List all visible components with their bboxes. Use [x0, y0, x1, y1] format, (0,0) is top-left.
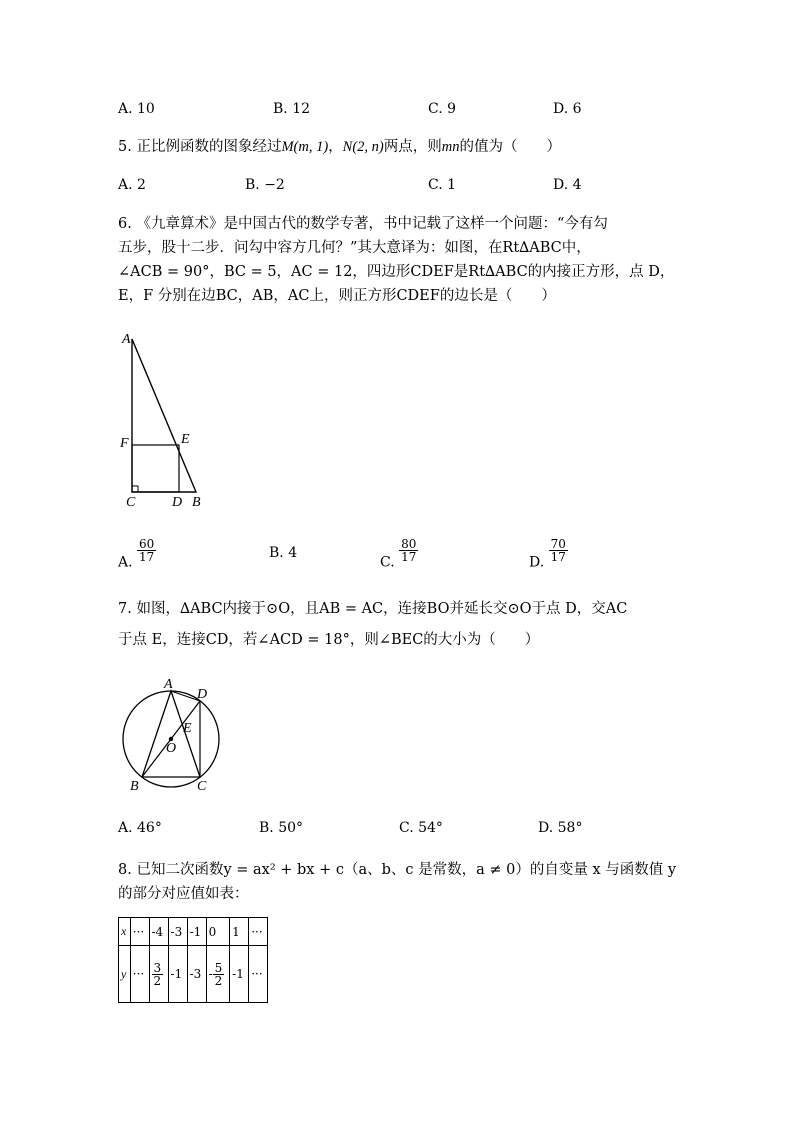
table-cell: -3 — [168, 918, 187, 946]
q6-line1: 6. 《九章算术》是中国古代的数学专著，书中记载了这样一个问题：“今有勾 — [118, 216, 608, 232]
table-cell: ··· — [249, 918, 268, 946]
q6-line4: E，F 分别在边BC，AB，AC上，则正方形CDEF的边长是（ ） — [118, 288, 556, 304]
q7-option-c: C. 54° — [399, 820, 443, 836]
q8-line1: 8. 已知二次函数y = ax² + bx + c（a、b、c 是常数，a ≠ 0）的自变量 x 与函数值 y — [118, 862, 677, 878]
label-d: D — [197, 687, 208, 702]
q5-sep: ， — [328, 139, 343, 155]
q7-line2: 于点 E，连接CD，若∠ACD = 18°，则∠BEC的大小为（ ） — [118, 632, 540, 648]
label-b: B — [192, 495, 201, 510]
table-row-y — [119, 946, 268, 1003]
q8-line2: 的部分对应值如表： — [118, 886, 249, 902]
table-cell — [149, 946, 168, 1003]
q7-option-b: B. 50° — [259, 820, 304, 836]
segment-ad — [171, 691, 200, 701]
right-angle-mark — [132, 486, 138, 492]
q5-point-m: M(m, 1) — [281, 139, 329, 155]
table-cell: - $\frac{5}{2}$ — [206, 946, 230, 1003]
q7-circle-figure — [112, 672, 232, 797]
q5-stem — [118, 136, 561, 158]
q7-option-a: A. 46° — [118, 820, 162, 836]
q4-option-a: A. 10 — [118, 101, 155, 117]
q5-mn: mn — [441, 139, 460, 155]
q6-line2: 五步，股十二步．问勾中容方几何？”其大意译为：如图，在Rt∆ABC中， — [118, 240, 591, 256]
q5-text-c: 的值为（ ） — [459, 139, 561, 155]
q7-option-d: D. 58° — [538, 820, 583, 836]
table-cell: ··· — [249, 946, 268, 1003]
q5-point-n: N(2, n) — [342, 139, 384, 155]
table-cell: 0 — [206, 918, 230, 946]
table-cell: x — [119, 918, 131, 946]
q4-option-b: B. 12 — [273, 101, 311, 117]
table-cell: -4 — [149, 918, 168, 946]
label-b: B — [130, 779, 139, 794]
q6-option-b: B. 4 — [269, 545, 298, 561]
label-c: C — [126, 495, 136, 510]
q6-line3: ∠ACB = 90°，BC = 5，AC = 12，四边形CDEF是Rt∆ABC的内接正方形，点 D， — [118, 264, 675, 280]
q6-option-c-prefix: C. — [380, 554, 395, 571]
q6-option-a-prefix: A. — [118, 554, 133, 571]
table-cell: -1 — [187, 918, 206, 946]
q7-line1: 7. 如图，∆ABC内接于⊙O，且AB = AC，连接BO并延长交⊙O于点 D，交AC — [118, 601, 628, 617]
triangle-abc — [132, 339, 196, 492]
label-c: C — [197, 779, 207, 794]
table-cell: -3 — [187, 946, 206, 1003]
table-cell: 1 — [230, 918, 249, 946]
q5-option-b: B. −2 — [245, 177, 285, 193]
label-o: O — [166, 741, 177, 756]
label-d: D — [172, 495, 183, 510]
q6-option-c — [380, 538, 418, 571]
y-fraction-2: $\frac{5}{2}$ — [214, 960, 223, 988]
q6-option-d — [529, 538, 568, 571]
y-fraction-1: $\frac{3}{2}$ — [153, 960, 162, 988]
label-a: A — [122, 332, 131, 347]
square-cdef — [132, 445, 179, 492]
table-cell: ··· — [130, 918, 149, 946]
table-row-x — [119, 918, 268, 946]
q4-option-c: C. 9 — [428, 101, 457, 117]
q5-option-d: D. 4 — [553, 177, 582, 193]
label-f: F — [120, 436, 129, 451]
q5-text-b: 两点，则 — [383, 139, 442, 155]
q5-option-a: A. 2 — [118, 177, 146, 193]
table-cell: -1 — [168, 946, 187, 1003]
q6-option-d-fraction: $\frac{70}{17}$ — [550, 537, 566, 564]
q6-option-c-fraction: $\frac{80}{17}$ — [401, 537, 417, 564]
table-cell: -1 — [230, 946, 249, 1003]
q5-text-a: 5. 正比例函数的图象经过 — [118, 139, 282, 155]
q8-value-table — [118, 917, 268, 1003]
q6-option-a — [118, 538, 156, 571]
q6-option-d-prefix: D. — [529, 554, 545, 571]
q6-triangle-figure — [110, 325, 220, 515]
q4-option-d: D. 6 — [553, 101, 582, 117]
q5-option-c: C. 1 — [428, 177, 457, 193]
q6-option-a-fraction: $\frac{60}{17}$ — [139, 537, 155, 564]
table-cell: ··· — [130, 946, 149, 1003]
label-e: E — [181, 432, 190, 447]
label-a: A — [164, 677, 173, 692]
label-e: E — [183, 721, 192, 736]
table-cell: y — [119, 946, 131, 1003]
